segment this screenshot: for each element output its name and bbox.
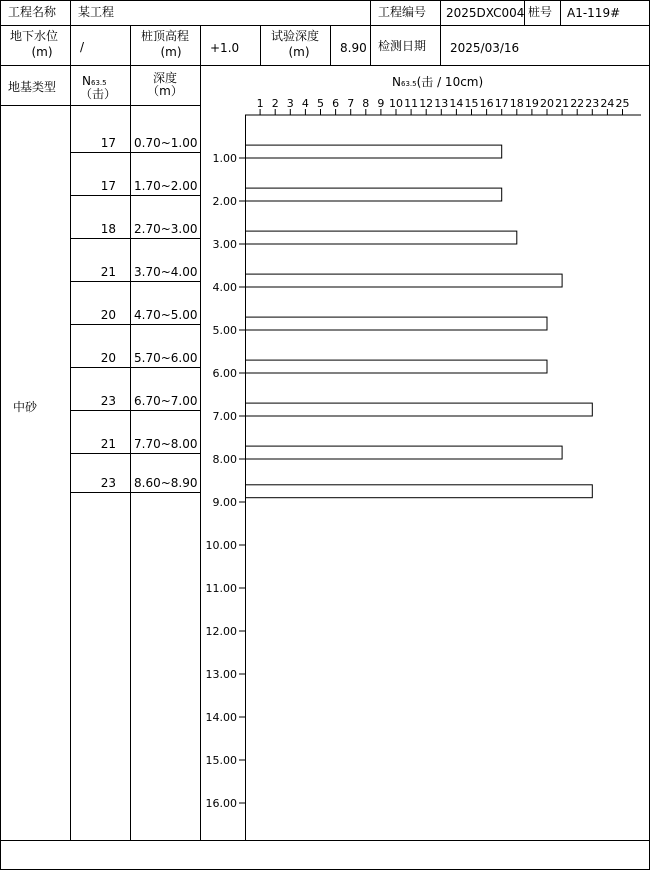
x-tick-label: 8 [362, 97, 370, 110]
record-n: 18 [100, 222, 116, 236]
x-tick-label: 25 [615, 97, 630, 110]
record-depth: 7.70~8.00 [134, 437, 198, 451]
x-tick-label: 2 [271, 97, 279, 110]
n-column-unit: （击） [80, 87, 117, 101]
x-tick-label: 6 [332, 97, 340, 110]
x-tick-label: 4 [301, 97, 309, 110]
bar [246, 360, 548, 373]
x-tick-label: 11 [404, 97, 419, 110]
test-depth-unit: (m) [288, 45, 310, 59]
x-tick-label: 12 [419, 97, 434, 110]
pile-no-value: A1-119# [567, 6, 621, 20]
y-tick-label: 14.00 [205, 711, 237, 724]
depth-column-header: 深度 [152, 71, 177, 85]
bar [246, 231, 517, 244]
bar [246, 145, 502, 158]
bar [246, 274, 563, 287]
record-depth: 5.70~6.00 [134, 351, 198, 365]
record-n: 23 [100, 394, 116, 408]
record-n: 17 [100, 179, 116, 193]
x-tick-label: 16 [479, 97, 494, 110]
record-n: 20 [100, 351, 116, 365]
record-depth: 2.70~3.00 [134, 222, 198, 236]
record-n: 21 [100, 437, 116, 451]
x-tick-label: 22 [570, 97, 585, 110]
y-tick-label: 3.00 [212, 238, 237, 251]
x-tick-label: 14 [449, 97, 464, 110]
y-tick-label: 15.00 [205, 754, 237, 767]
record-depth: 4.70~5.00 [134, 308, 198, 322]
x-tick-label: 9 [377, 97, 385, 110]
record-n: 20 [100, 308, 116, 322]
y-tick-label: 7.00 [212, 410, 237, 423]
record-n: 21 [100, 265, 116, 279]
record-depth: 0.70~1.00 [134, 136, 198, 150]
y-tick-label: 8.00 [212, 453, 237, 466]
record-n: 17 [100, 136, 116, 150]
record-n: 23 [100, 476, 116, 490]
groundwater-value: / [80, 40, 85, 54]
record-depth: 8.60~8.90 [134, 476, 198, 490]
x-tick-label: 15 [464, 97, 479, 110]
n-header-main: N [82, 74, 91, 88]
test-depth-value: 8.90 [340, 41, 367, 55]
pile-top-value: +1.0 [210, 41, 240, 55]
x-tick-label: 21 [555, 97, 570, 110]
bar [246, 446, 563, 459]
test-date-value: 2025/03/16 [450, 41, 520, 55]
x-tick-label: 5 [317, 97, 324, 110]
y-tick-label: 16.00 [205, 797, 237, 810]
x-tick-label: 13 [434, 97, 449, 110]
x-tick-label: 20 [540, 97, 554, 110]
chart-title-sub: 63.5 [400, 80, 417, 88]
x-tick-label: 17 [494, 97, 509, 110]
project-no-value: 2025DXC004 [446, 6, 525, 20]
groundwater-label: 地下水位 [9, 29, 58, 43]
y-tick-label: 4.00 [212, 281, 237, 294]
bar [246, 485, 593, 498]
y-tick-label: 13.00 [205, 668, 237, 681]
n-header-sub: 63.5 [90, 79, 107, 87]
test-date-label: 检测日期 [378, 39, 427, 53]
bar [246, 403, 593, 416]
groundwater-unit: (m) [31, 45, 53, 59]
project-no-label: 工程编号 [378, 5, 427, 19]
project-name-value: 某工程 [78, 5, 115, 19]
bar [246, 317, 548, 330]
x-tick-label: 18 [509, 97, 524, 110]
depth-column-unit: （m） [147, 84, 183, 98]
bar [246, 188, 502, 201]
soil-type-header: 地基类型 [8, 80, 57, 94]
x-tick-label: 19 [524, 97, 539, 110]
soil-type-value: 中砂 [13, 400, 38, 414]
chart-title-main: N [392, 75, 401, 89]
y-tick-label: 2.00 [212, 195, 237, 208]
y-tick-label: 1.00 [212, 152, 237, 165]
x-tick-label: 10 [389, 97, 403, 110]
y-tick-label: 5.00 [212, 324, 237, 337]
x-tick-label: 23 [585, 97, 600, 110]
pile-no-label: 桩号 [528, 5, 553, 19]
y-tick-label: 6.00 [212, 367, 237, 380]
y-tick-label: 9.00 [212, 496, 237, 509]
x-tick-label: 3 [286, 97, 294, 110]
x-tick-label: 7 [347, 97, 355, 110]
y-tick-label: 12.00 [205, 625, 237, 638]
y-tick-label: 11.00 [205, 582, 237, 595]
pile-top-unit: (m) [160, 45, 182, 59]
project-name-label: 工程名称 [8, 5, 57, 19]
x-tick-label: 24 [600, 97, 615, 110]
record-depth: 6.70~7.00 [134, 394, 198, 408]
record-depth: 3.70~4.00 [134, 265, 198, 279]
test-depth-label: 试验深度 [270, 29, 319, 43]
x-tick-label: 1 [256, 97, 264, 110]
y-tick-label: 10.00 [205, 539, 237, 552]
record-depth: 1.70~2.00 [134, 179, 198, 193]
pile-top-label: 桩顶高程 [140, 29, 189, 43]
chart-title-rest: (击 / 10cm) [416, 75, 484, 89]
